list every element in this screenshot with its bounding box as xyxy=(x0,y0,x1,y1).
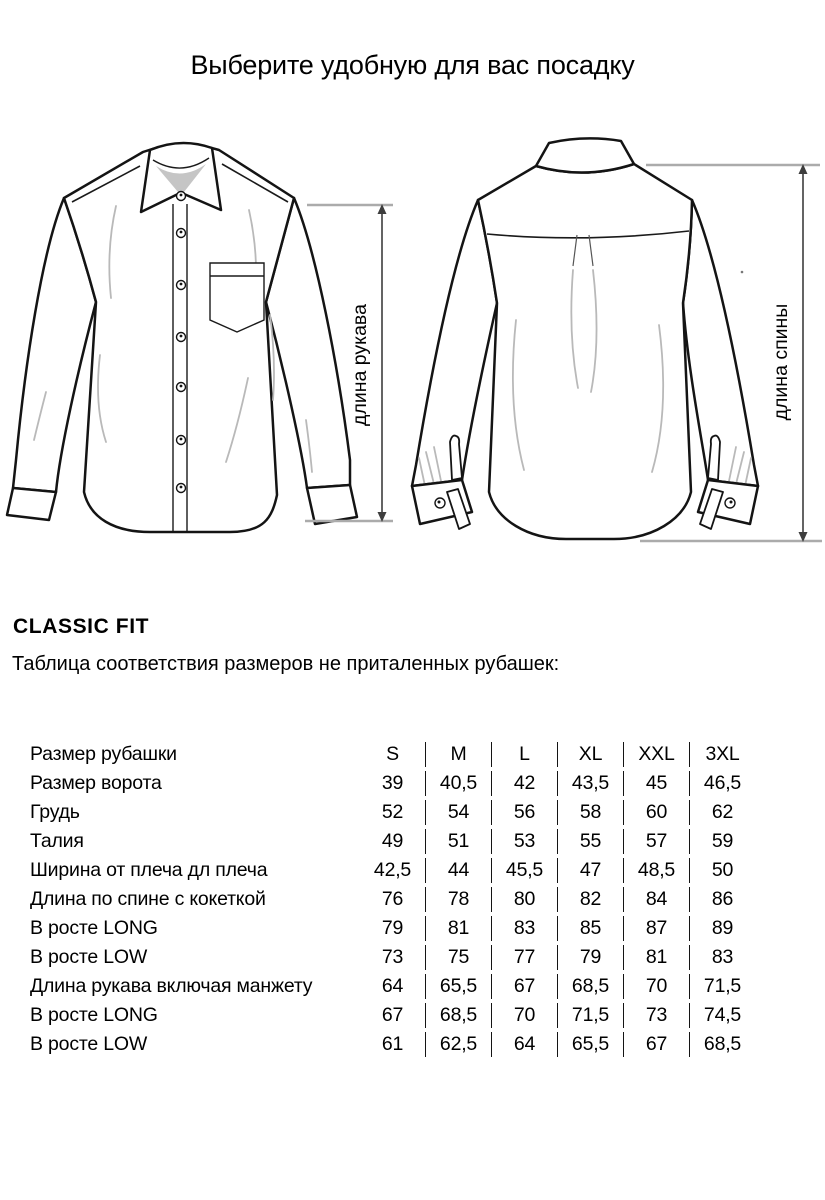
size-value-cell: XXL xyxy=(624,742,690,767)
front-shirt-drawing xyxy=(7,143,357,532)
size-value-cell: 77 xyxy=(492,945,558,970)
size-value-cell: 55 xyxy=(558,829,624,854)
size-value-cell: 58 xyxy=(558,800,624,825)
table-row xyxy=(30,771,755,796)
size-value-cell: 52 xyxy=(360,800,426,825)
size-value-cell: 62 xyxy=(711,801,734,823)
back-length-label: длина спины xyxy=(770,303,792,421)
front-left-cuff xyxy=(7,488,56,520)
size-value-cell: 62,5 xyxy=(426,1032,492,1057)
size-value-cell: 60 xyxy=(624,800,690,825)
size-value-cell: 83 xyxy=(492,916,558,941)
size-value-cell: 65,5 xyxy=(558,1032,624,1057)
size-table-header-row xyxy=(30,742,755,767)
size-value-cell: 64 xyxy=(360,974,426,999)
row-label-cell: Талия xyxy=(30,830,84,852)
fit-heading: CLASSIC FIT xyxy=(13,615,150,638)
size-value-cell: 42,5 xyxy=(360,858,426,883)
size-value-cell: M xyxy=(426,742,492,767)
sleeve-length-label: длина рукава xyxy=(349,304,371,426)
size-value-cell: 70 xyxy=(624,974,690,999)
table-row xyxy=(30,800,755,825)
table-row xyxy=(30,974,755,999)
back-collar xyxy=(536,138,634,172)
size-value-cell: 83 xyxy=(711,946,734,968)
size-table xyxy=(30,738,755,1061)
size-value-cell: 43,5 xyxy=(558,771,624,796)
table-row xyxy=(30,887,755,912)
page-title: Выберите удобную для вас посадку xyxy=(190,50,635,80)
size-value-cell: 59 xyxy=(711,830,734,852)
size-value-cell: 87 xyxy=(624,916,690,941)
row-label-cell: Размер рубашки xyxy=(30,743,177,765)
size-value-cell: 70 xyxy=(492,1003,558,1028)
table-row xyxy=(30,858,755,883)
size-value-cell: 71,5 xyxy=(558,1003,624,1028)
size-value-cell: 73 xyxy=(624,1003,690,1028)
size-value-cell: 45 xyxy=(624,771,690,796)
size-value-cell: 67 xyxy=(360,1003,426,1028)
size-value-cell: 67 xyxy=(624,1032,690,1057)
size-value-cell: 80 xyxy=(492,887,558,912)
size-value-cell: 76 xyxy=(360,887,426,912)
size-value-cell: S xyxy=(360,742,426,767)
back-shirt-drawing xyxy=(412,138,758,539)
shirt-diagram xyxy=(0,120,825,575)
size-value-cell: 89 xyxy=(711,917,734,939)
row-label-cell: В росте LOW xyxy=(30,946,148,968)
size-value-cell: 86 xyxy=(711,888,734,910)
size-value-cell: 81 xyxy=(426,916,492,941)
size-value-cell: 81 xyxy=(624,945,690,970)
size-value-cell: 74,5 xyxy=(703,1004,742,1026)
left-cuff-button-dot xyxy=(438,501,441,504)
size-value-cell: 46,5 xyxy=(703,772,742,794)
size-value-cell: 78 xyxy=(426,887,492,912)
size-value-cell: 68,5 xyxy=(558,974,624,999)
size-value-cell: 45,5 xyxy=(492,858,558,883)
row-label-cell: В росте LONG xyxy=(30,1004,158,1026)
size-value-cell: L xyxy=(492,742,558,767)
size-value-cell: 54 xyxy=(426,800,492,825)
size-value-cell: 49 xyxy=(360,829,426,854)
size-value-cell: 42 xyxy=(492,771,558,796)
size-value-cell: 51 xyxy=(426,829,492,854)
size-value-cell: 85 xyxy=(558,916,624,941)
table-row xyxy=(30,916,755,941)
size-value-cell: 47 xyxy=(558,858,624,883)
row-label-cell: Размер ворота xyxy=(30,772,162,794)
size-value-cell: XL xyxy=(558,742,624,767)
row-label-cell: Ширина от плеча дл плеча xyxy=(30,859,268,881)
size-value-cell: 61 xyxy=(360,1032,426,1057)
row-label-cell: Длина рукава включая манжету xyxy=(30,975,313,997)
size-value-cell: 48,5 xyxy=(624,858,690,883)
size-value-cell: 40,5 xyxy=(426,771,492,796)
chest-pocket xyxy=(210,263,264,332)
table-row xyxy=(30,1032,755,1057)
table-row xyxy=(30,1003,755,1028)
right-cuff-button-dot xyxy=(730,501,733,504)
size-value-cell: 68,5 xyxy=(426,1003,492,1028)
size-value-cell: 56 xyxy=(492,800,558,825)
row-label-cell: Грудь xyxy=(30,801,80,823)
table-caption: Таблица соответствия размеров не приталенных рубашек: xyxy=(12,653,560,675)
size-value-cell: 44 xyxy=(426,858,492,883)
size-value-cell: 73 xyxy=(360,945,426,970)
row-label-cell: Длина по спине с кокеткой xyxy=(30,888,266,910)
size-value-cell: 3XL xyxy=(705,743,740,765)
back-body xyxy=(478,164,692,539)
size-value-cell: 75 xyxy=(426,945,492,970)
size-value-cell: 57 xyxy=(624,829,690,854)
table-row xyxy=(30,829,755,854)
size-table-body xyxy=(30,742,755,1057)
size-value-cell: 39 xyxy=(360,771,426,796)
size-value-cell: 68,5 xyxy=(703,1033,742,1055)
size-value-cell: 82 xyxy=(558,887,624,912)
size-value-cell: 84 xyxy=(624,887,690,912)
row-label-cell: В росте LONG xyxy=(30,917,158,939)
size-value-cell: 50 xyxy=(711,859,734,881)
size-value-cell: 64 xyxy=(492,1032,558,1057)
size-value-cell: 53 xyxy=(492,829,558,854)
row-label-cell: В росте LOW xyxy=(30,1033,148,1055)
size-value-cell: 79 xyxy=(360,916,426,941)
size-value-cell: 65,5 xyxy=(426,974,492,999)
size-value-cell: 79 xyxy=(558,945,624,970)
speck xyxy=(741,271,744,274)
front-right-cuff xyxy=(307,485,357,524)
size-value-cell: 71,5 xyxy=(703,975,742,997)
table-row xyxy=(30,945,755,970)
size-value-cell: 67 xyxy=(492,974,558,999)
